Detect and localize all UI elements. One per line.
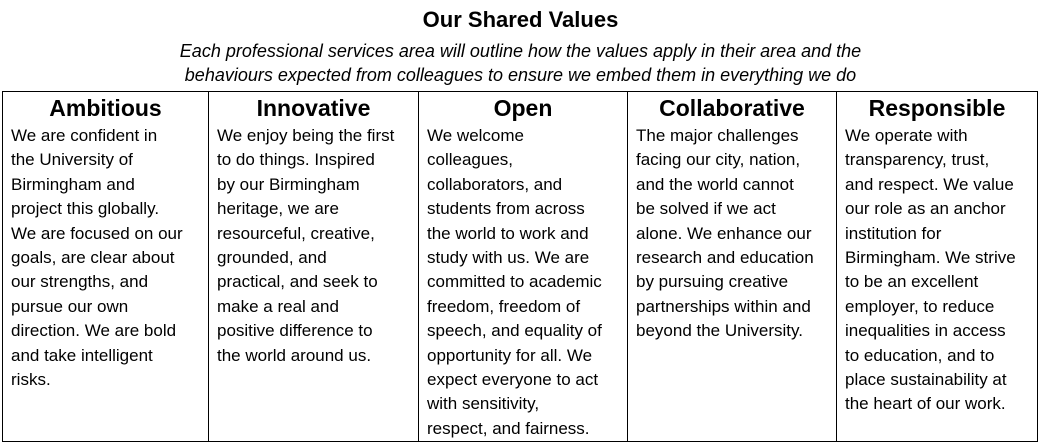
description-line: employer, to reduce	[845, 296, 995, 316]
description-line: the world around us.	[217, 345, 372, 365]
value-heading: Ambitious	[49, 95, 162, 121]
value-heading: Innovative	[256, 95, 371, 121]
description-line: We are confident in	[11, 126, 158, 145]
value-cell-collaborative	[628, 92, 837, 442]
value-cell-open	[419, 92, 628, 442]
description-line: respect, and fairness.	[427, 418, 590, 438]
value-description	[217, 124, 418, 368]
description-line: project this globally.	[11, 199, 160, 219]
description-line: the heart of our work.	[845, 394, 1006, 414]
description-line: partnerships within and	[636, 296, 811, 316]
description-line: positive difference to	[217, 321, 373, 341]
description-line: Birmingham. We strive	[845, 248, 1016, 268]
description-line: with sensitivity,	[427, 394, 540, 414]
description-line: collaborators, and	[427, 174, 563, 194]
description-line: to education, and to	[845, 345, 995, 365]
description-line: students from across	[427, 199, 585, 219]
description-line: the University of	[11, 150, 133, 170]
description-line: study with us. We are	[427, 248, 590, 268]
description-line: committed to academic	[427, 272, 602, 292]
value-cell-innovative	[209, 92, 419, 442]
value-heading: Collaborative	[659, 95, 805, 121]
description-line: by pursuing creative	[636, 272, 789, 292]
subtitle-line: Each professional services area will outline how the values apply in their area and the	[179, 41, 862, 61]
value-description	[636, 124, 836, 344]
description-line: to be an excellent	[845, 272, 979, 292]
value-heading: Open	[493, 95, 553, 121]
description-line: make a real and	[217, 296, 339, 316]
description-line: pursue our own	[11, 296, 129, 316]
description-line: and the world cannot	[636, 174, 794, 194]
description-line: Birmingham and	[11, 174, 135, 194]
description-line: transparency, trust,	[845, 150, 990, 170]
description-line: We operate with	[845, 126, 968, 145]
description-line: facing our city, nation,	[636, 150, 801, 170]
description-line: freedom, freedom of	[427, 296, 581, 316]
value-description	[427, 124, 627, 441]
description-line: colleagues,	[427, 150, 514, 170]
page-title: Our Shared Values	[422, 7, 619, 32]
value-heading: Responsible	[868, 95, 1006, 121]
description-line: and respect. We value	[845, 174, 1014, 194]
description-line: our strengths, and	[11, 272, 149, 292]
value-cell-ambitious	[3, 92, 209, 442]
description-line: goals, are clear about	[11, 248, 175, 268]
description-line: direction. We are bold	[11, 321, 177, 341]
description-line: inequalities in access	[845, 321, 1006, 341]
description-line: resourceful, creative,	[217, 223, 375, 243]
description-line: We are focused on our	[11, 223, 183, 243]
description-line: risks.	[11, 370, 51, 390]
description-line: beyond the University.	[636, 321, 803, 341]
description-line: place sustainability at	[845, 370, 1007, 390]
description-line: grounded, and	[217, 248, 327, 268]
value-description	[845, 124, 1037, 417]
description-line: expect everyone to act	[427, 370, 599, 390]
description-line: We welcome	[427, 126, 524, 145]
description-line: and take intelligent	[11, 345, 153, 365]
description-line: opportunity for all. We	[427, 345, 593, 365]
description-line: by our Birmingham	[217, 174, 360, 194]
description-line: We enjoy being the first	[217, 126, 395, 145]
description-line: The major challenges	[636, 126, 799, 145]
description-line: heritage, we are	[217, 199, 339, 219]
description-line: be solved if we act	[636, 199, 776, 219]
value-cell-responsible	[837, 92, 1038, 442]
description-line: research and education	[636, 248, 814, 268]
description-line: institution for	[845, 223, 942, 243]
values-table	[2, 91, 1038, 442]
description-line: to do things. Inspired	[217, 150, 375, 170]
description-line: alone. We enhance our	[636, 223, 812, 243]
value-description	[11, 124, 208, 392]
description-line: speech, and equality of	[427, 321, 602, 341]
description-line: practical, and seek to	[217, 272, 378, 292]
description-line: our role as an anchor	[845, 199, 1006, 219]
description-line: the world to work and	[427, 223, 589, 243]
page-subtitle	[0, 39, 1041, 87]
subtitle-line: behaviours expected from colleagues to ensure we embed them in everything we do	[184, 65, 857, 85]
